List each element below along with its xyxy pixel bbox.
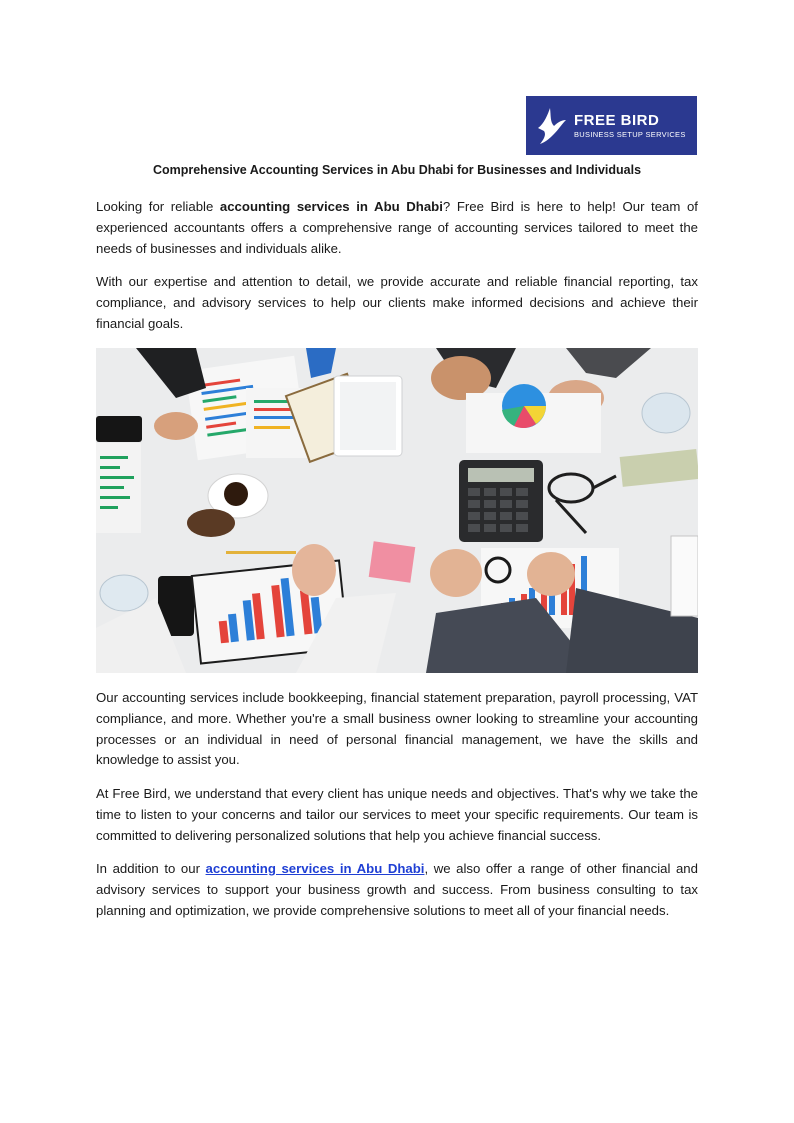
services-paragraph: Our accounting services include bookkeeping, financial statement preparation, payroll processing, VAT compliance, and more. Whether you're a small business owner looking to streamline your accounting processes or an individual in need of personal financial management, we have the skills and knowledge to assist you. [96,690,698,768]
accounting-services-link[interactable]: accounting services in Abu Dhabi [205,861,425,876]
logo-tagline: BUSINESS SETUP SERVICES [574,129,686,139]
highlight-keyword: accounting services in Abu Dhabi [219,199,443,214]
free-bird-logo [526,96,697,155]
intro-paragraph: Looking for reliable accounting services in Abu Dhabi? Free Bird is here to help! Our team of experienced accountants offers a comprehensive range of accounting services tailored to meet the needs of businesses and individuals alike. [96,199,698,256]
bird-icon [536,106,568,146]
page-title: Comprehensive Accounting Services in Abu Dhabi for Businesses and Individuals [152,163,642,177]
logo-name: FREE BIRD [574,111,660,129]
accounting-meeting-photo [96,348,698,673]
additional-services-paragraph: In addition to our accounting services in Abu Dhabi, we also offer a range of other financial and advisory services to support your business growth and success. From business consulting to tax planning and optimization, we provide comprehensive solutions to meet all of your financial needs. [96,861,698,918]
expertise-paragraph: With our expertise and attention to detail, we provide accurate and reliable financial reporting, tax compliance, and advisory services to help our clients make informed decisions and achieve their financial goals. [96,274,698,331]
approach-paragraph: At Free Bird, we understand that every client has unique needs and objectives. That's why we take the time to listen to your concerns and tailor our services to meet your specific requirements. Our team is committed to delivering personalized solutions that help you achieve financial success. [96,786,698,843]
